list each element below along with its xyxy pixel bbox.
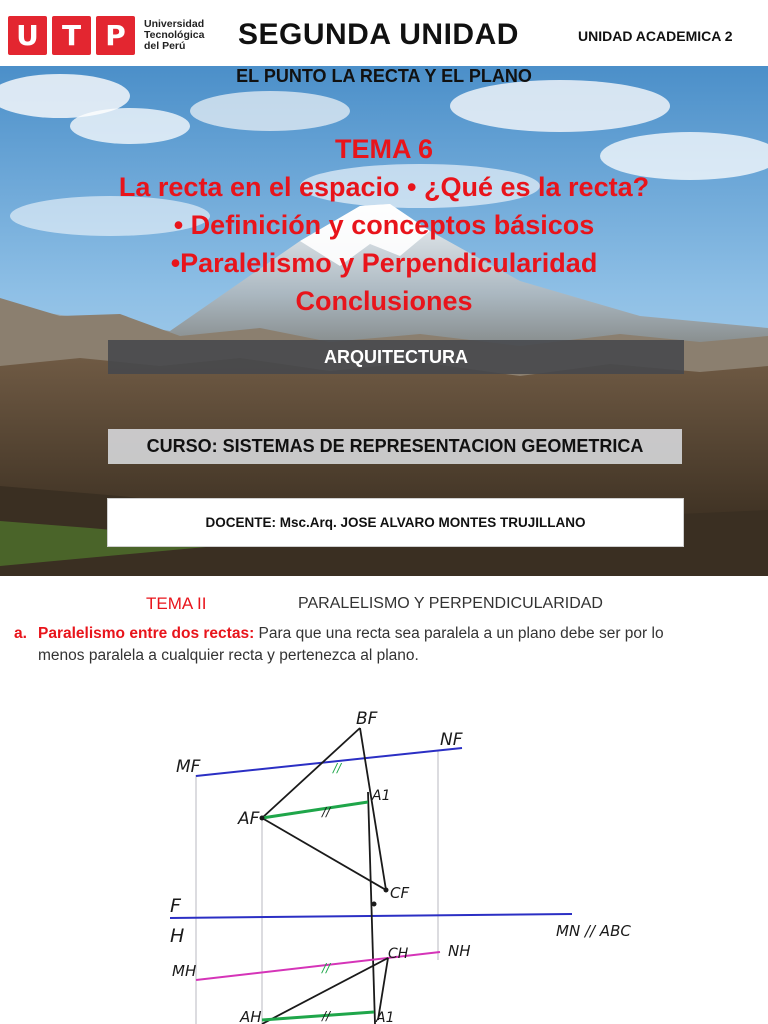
logo-letter-t: T: [52, 16, 91, 55]
topic-list: [0, 130, 768, 320]
label-ah: AH: [240, 1008, 262, 1024]
definition-text-2: menos paralela a cualquier recta y pertenezca al plano.: [38, 647, 419, 664]
topic-heading-row: [0, 594, 768, 618]
label-a1-top: A1: [372, 788, 391, 804]
header: [0, 0, 768, 66]
label-ch: CH: [388, 946, 409, 962]
career-band: ARQUITECTURA: [108, 340, 684, 374]
utp-logo: [8, 16, 204, 55]
label-note: MN // ABC: [556, 922, 631, 940]
definition-text-1: Para que una recta sea paralela a un plano debe ser por lo: [254, 625, 664, 642]
logo-university-name: Universidad Tecnológica del Perú: [144, 18, 205, 52]
af-cf-line: [262, 818, 386, 890]
parallel-mark-3: //: [322, 961, 331, 975]
logo-letter-u: U: [8, 16, 47, 55]
label-bf: BF: [356, 709, 378, 729]
topic-line-4: •Paralelismo y Perpendicularidad: [170, 248, 598, 278]
teacher-band: DOCENTE: Msc.Arq. JOSE ALVARO MONTES TRUJILLANO: [107, 498, 684, 547]
topic-line-2: La recta en el espacio • ¿Qué es la recta?: [118, 172, 650, 202]
label-h: H: [170, 925, 185, 947]
label-mf: MF: [176, 757, 201, 777]
unit-label: UNIDAD ACADEMICA 2: [578, 28, 733, 44]
page-title: SEGUNDA UNIDAD: [238, 18, 519, 51]
definition-lead: Paralelismo entre dos rectas:: [38, 625, 255, 642]
label-cf: CF: [390, 884, 410, 902]
point-on-fold: [372, 902, 377, 907]
label-f: F: [170, 895, 181, 917]
label-af: AF: [238, 809, 260, 829]
point-af: [260, 816, 265, 821]
bf-cf-line: [360, 728, 386, 890]
parallel-mark-1: //: [333, 761, 342, 775]
mn-frontal-line: [196, 748, 462, 776]
topic-line-1: TEMA 6: [334, 134, 433, 164]
label-nf: NF: [440, 730, 463, 750]
point-cf: [384, 888, 389, 893]
section-subtitle: EL PUNTO LA RECTA Y EL PLANO: [236, 66, 532, 86]
hand-drawn-diagram: [0, 690, 768, 1024]
topic-line-3: • Definición y conceptos básicos: [173, 210, 595, 240]
hero-banner: [0, 66, 768, 576]
topic-name: PARALELISMO Y PERPENDICULARIDAD: [298, 595, 603, 612]
logo-letter-p: P: [96, 16, 135, 55]
label-a1-bottom: A1: [376, 1010, 395, 1024]
label-nh: NH: [448, 942, 471, 960]
course-band: CURSO: SISTEMAS DE REPRESENTACION GEOMETRICA: [108, 429, 682, 464]
definition-paragraph: [14, 623, 754, 667]
topic-line-5: Conclusiones: [295, 286, 473, 316]
list-marker: a.: [14, 625, 27, 642]
parallel-mark-4: //: [322, 1009, 331, 1023]
label-mh: MH: [172, 962, 197, 980]
parallel-mark-2: //: [322, 805, 331, 819]
topic-tag: TEMA II: [146, 594, 207, 613]
a1-projection-line: [368, 792, 375, 1024]
